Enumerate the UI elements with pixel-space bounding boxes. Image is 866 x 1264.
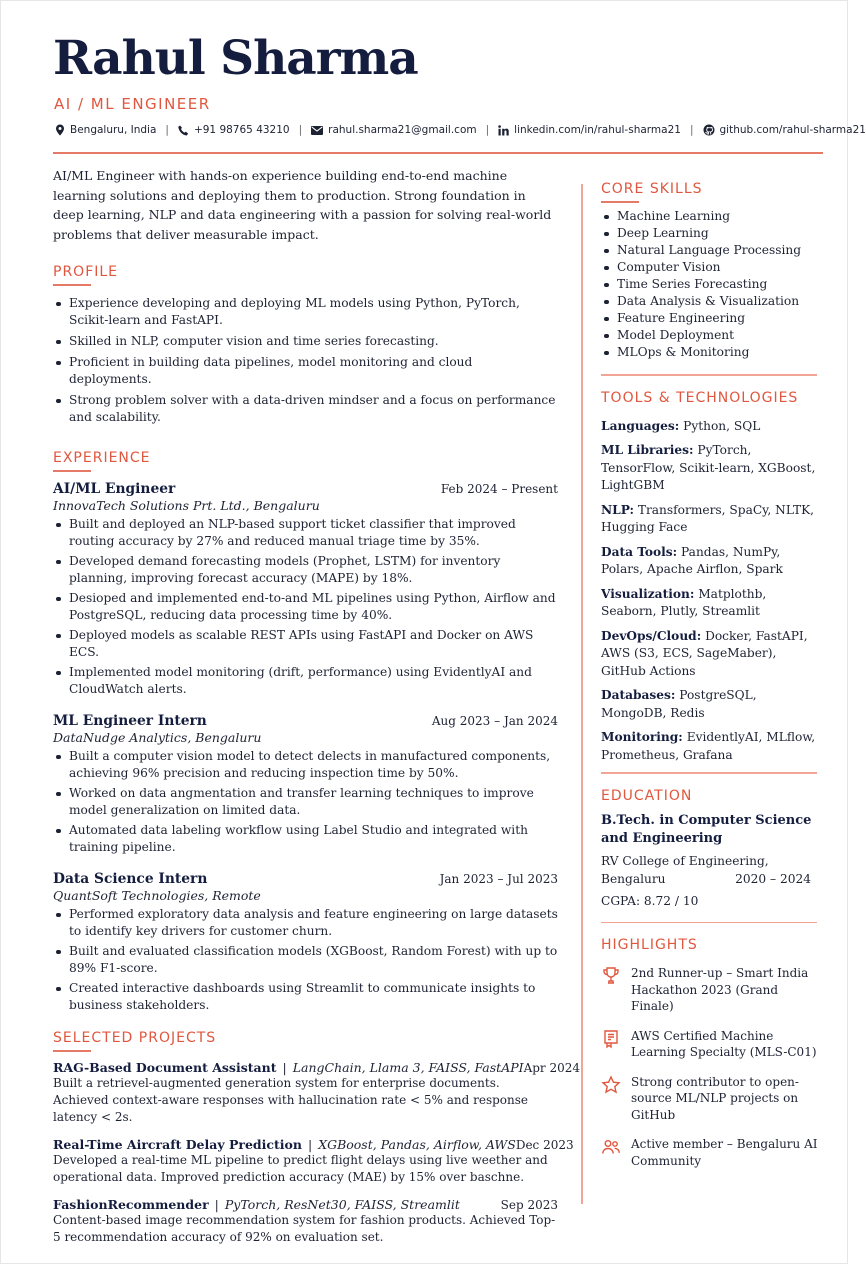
job-company: DataNudge Analytics, Bengaluru [53, 730, 262, 745]
section-title-profile: PROFILE [53, 264, 119, 280]
project-entry: RAG-Based Document Assistant | LangChain, Llama 3, FAISS, FastAPI Apr 2024 Built a retrievel-augmented generation system for enterprise documents. Achieved context-aware responses with hallucination rate < 5% and response latency < 2s. [53, 1060, 581, 1124]
contact-email[interactable]: rahul.sharma21@gmail.com [311, 124, 476, 136]
tool-row: Visualization: Matplothb, Seaborn, Plutly, Streamlit [601, 586, 767, 618]
section-divider [601, 922, 817, 924]
project-name: FashionRecommender [53, 1197, 209, 1212]
header-divider [53, 152, 823, 154]
contact-separator: | [689, 124, 694, 136]
list-item: Built a computer vision model to detect delects in manufactured components, achieving 96% precision and reducing inspection time by 50%. [53, 748, 558, 782]
education-college: RV College of Engineering, [601, 853, 769, 868]
job-bullets [53, 906, 558, 1014]
skills-section [601, 181, 823, 361]
list-item: Proficient in building data pipelines, model monitoring and cloud deployments. [53, 354, 558, 388]
list-item: Time Series Forecasting [601, 276, 823, 293]
list-item: Desioped and implemented end-to-and ML pipelines using Python, Airflow and PostgreSQL, reducing data processing time by 40%. [53, 590, 558, 624]
envelope-icon [311, 126, 323, 135]
candidate-name: Rahul Sharma [53, 31, 418, 86]
list-item: Deployed models as scalable REST APIs using FastAPI and Docker on AWS ECS. [53, 627, 558, 661]
section-underline [53, 1050, 91, 1052]
contact-linkedin[interactable]: linkedin.com/in/rahul-sharma21 [498, 124, 681, 136]
linkedin-icon [498, 125, 509, 136]
list-item: Deep Learning [601, 225, 823, 242]
tool-row: DevOps/Cloud: Docker, FastAPI, AWS (S3, ECS, SageMaber), GitHub Actions [601, 628, 808, 678]
list-item: Machine Learning [601, 208, 823, 225]
list-item: Developed demand forecasting models (Prophet, LSTM) for inventory planning, improving forecast accuracy (MAPE) by 18%. [53, 553, 558, 587]
project-description: Developed a real-time ML pipeline to predict flight delays using live weether and operational data. Improved prediction accuracy (MAE) by 15% over baschne. [53, 1153, 548, 1184]
education-degree: B.Tech. in Computer Science and Engineering [601, 812, 812, 846]
list-item: Built and deployed an NLP-based support ticket classifier that improved routing accuracy by 27% and reduced manual triage time by 35%. [53, 516, 558, 550]
project-name: Real-Time Aircraft Delay Prediction [53, 1137, 302, 1152]
contact-separator: | [165, 124, 169, 136]
section-divider [601, 374, 817, 376]
project-description: Content-based image recommendation system for fashion products. Achieved Top-5 recommendation accuracy of 92% on evaluation set. [53, 1213, 556, 1244]
project-date: Dec 2023 [515, 1138, 574, 1152]
tool-row: ML Libraries: PyTorch, TensorFlow, Scikit-learn, XGBoost, LightGBM [601, 443, 816, 492]
tool-row: Languages: Python, SQL [601, 418, 761, 433]
list-item: Implemented model monitoring (drift, performance) using EvidentlyAI and CloudWatch alerts. [53, 664, 558, 698]
project-tech: XGBoost, Pandas, Airflow, AWS [318, 1137, 516, 1152]
project-tech: LangChain, Llama 3, FAISS, FastAPI [292, 1060, 524, 1075]
list-item: Built and evaluated classification models (XGBoost, Random Forest) with up to 89% F1-score. [53, 943, 558, 977]
job-bullets [53, 748, 558, 856]
project-date: Apr 2024 [523, 1061, 581, 1075]
certificate-icon [601, 1029, 621, 1049]
job-date: Feb 2024 – Present [440, 482, 558, 496]
tools-section [601, 390, 823, 765]
profile-list [53, 295, 558, 426]
tool-row: Monitoring: EvidentlyAI, MLflow, Prometheus, Grafana [601, 730, 816, 762]
tool-row: NLP: Transformers, SpaCy, NLTK, Hugging Face [601, 502, 815, 534]
section-underline [53, 284, 91, 286]
list-item: Created interactive dashboards using Streamlit to communicate insights to business stakeholders. [53, 980, 558, 1014]
list-item: Computer Vision [601, 259, 823, 276]
list-item: Feature Engineering [601, 310, 823, 327]
job-entry [53, 713, 558, 856]
section-divider [601, 772, 817, 774]
right-column [601, 181, 823, 1182]
contact-github[interactable]: github.com/rahul-sharma21 [703, 124, 866, 136]
summary: AI/ML Engineer with hands-on experience building end-to-end machine learning solutions and deploying them to production. Strong foundation in deep learning, NLP and data engineering with a passion for solving real-world problems that deliver measurable impact. [53, 168, 552, 242]
contact-separator: | [298, 124, 303, 136]
section-title-education: EDUCATION [601, 787, 693, 804]
education-city: Bengaluru [601, 871, 666, 886]
project-date: Sep 2023 [500, 1198, 558, 1212]
section-title-tools: TOOLS & TECHNOLOGIES [601, 389, 799, 406]
trophy-icon [601, 966, 621, 986]
list-item: Automated data labeling workflow using Label Studio and integrated with training pipeline. [53, 822, 558, 856]
tool-row: Databases: PostgreSQL, MongoDB, Redis [601, 688, 757, 720]
contact-separator: | [485, 124, 490, 136]
job-company: QuantSoft Technologies, Remote [53, 888, 261, 903]
section-title-experience: EXPERIENCE [53, 450, 151, 466]
highlight-item: Strong contributor to open-source ML/NLP projects on GitHub [601, 1074, 823, 1124]
section-title-highlights: HIGHLIGHTS [601, 937, 698, 953]
highlights-section [601, 937, 823, 1169]
contact-location: Bengaluru, India [55, 124, 156, 136]
job-company: InnovaTech Solutions Prt. Ltd., Bengaluru [53, 498, 320, 513]
job-title: Data Science Intern [53, 871, 208, 887]
project-entry: Real-Time Aircraft Delay Prediction | XGBoost, Pandas, Airflow, AWS Dec 2023 Developed a real-time ML pipeline to predict flight delays using live weether and operational data. Improved prediction accuracy (MAE) by 15% over baschne. [53, 1137, 574, 1184]
education-section [601, 788, 823, 910]
list-item: Data Analysis & Visualization [601, 293, 823, 310]
experience-section [53, 450, 558, 1014]
profile-section [53, 264, 558, 426]
job-date: Jan 2023 – Jul 2023 [439, 872, 558, 886]
section-title-skills: CORE SKILLS [601, 181, 703, 197]
highlight-item: Active member – Bengaluru AI Community [601, 1136, 823, 1169]
job-entry [53, 871, 558, 1014]
list-item: Skilled in NLP, computer vision and time series forecasting. [53, 333, 558, 350]
list-item: MLOps & Monitoring [601, 344, 823, 361]
skills-list [601, 208, 823, 361]
contact-phone: +91 98765 43210 [178, 124, 290, 136]
highlight-item: 2nd Runner-up – Smart India Hackathon 2023 (Grand Finale) [601, 965, 823, 1015]
education-cgpa: CGPA: 8.72 / 10 [601, 893, 699, 908]
column-divider [581, 184, 583, 1204]
tool-row: Data Tools: Pandas, NumPy, Polars, Apache Airflon, Spark [601, 544, 783, 576]
contact-bar [55, 124, 866, 136]
project-name: RAG-Based Document Assistant [53, 1060, 277, 1075]
project-description: Built a retrievel-augmented generation system for enterprise documents. Achieved context-aware responses with hallucination rate < 5% and response latency < 2s. [53, 1076, 529, 1124]
section-title-projects: SELECTED PROJECTS [53, 1030, 217, 1046]
star-icon [601, 1075, 621, 1095]
phone-icon [178, 125, 189, 136]
list-item: Experience developing and deploying ML models using Python, PyTorch, Scikit-learn and FastAPI. [53, 295, 558, 329]
list-item: Model Deployment [601, 327, 823, 344]
list-item: Natural Language Processing [601, 242, 823, 259]
section-underline [53, 470, 91, 472]
github-icon [703, 124, 715, 136]
project-tech: PyTorch, ResNet30, FAISS, Streamlit [224, 1197, 460, 1212]
job-bullets [53, 516, 558, 698]
candidate-role: AI / ML ENGINEER [54, 95, 211, 113]
section-underline [601, 201, 639, 203]
job-title: ML Engineer Intern [53, 713, 207, 729]
job-entry [53, 481, 558, 698]
highlight-item: AWS Certified Machine Learning Specialty (MLS-C01) [601, 1028, 823, 1061]
list-item: Worked on data angmentation and transfer learning techniques to improve model generalization on limited data. [53, 785, 558, 819]
left-column [53, 166, 581, 1246]
list-item: Performed exploratory data analysis and feature engineering on large datasets to identify key drivers for customer churn. [53, 906, 558, 940]
community-icon [601, 1137, 621, 1157]
location-pin-icon [55, 124, 65, 136]
projects-section [53, 1030, 581, 1246]
education-years: 2020 – 2024 [735, 871, 811, 886]
list-item: Strong problem solver with a data-driven mindser and a focus on performance and scalability. [53, 392, 558, 426]
project-entry: FashionRecommender | PyTorch, ResNet30, FAISS, Streamlit Sep 2023 Content-based image recommendation system for fashion products. Achieved Top-5 recommendation accuracy of 92% on evaluation set. [53, 1197, 558, 1244]
job-title: AI/ML Engineer [53, 481, 176, 497]
job-date: Aug 2023 – Jan 2024 [431, 714, 558, 728]
